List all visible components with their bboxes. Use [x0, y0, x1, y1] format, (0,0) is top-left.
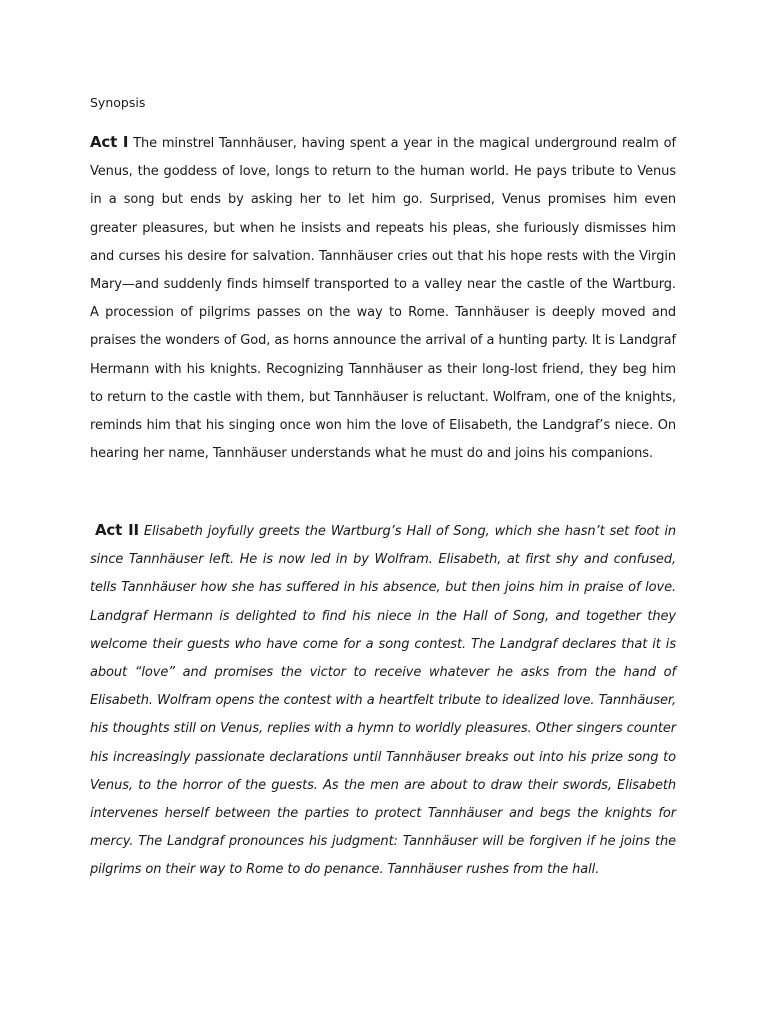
act-2-paragraph [90, 516, 676, 885]
act-2-label: Act II [95, 521, 139, 539]
act-2-text: Elisabeth joyfully greets the Wartburg’s Hall of Song, which she hasn’t set foot in since Tannhäuser left. He is now led in by Wolfram. Elisabeth, at first shy and confused, tells Tannhäuser how she has suffered in his absence, but then joins him in praise of love. Landgraf Hermann is delighted to find his niece in the Hall of Song, and together they welcome their guests who have come for a song contest. The Landgraf declares that it is about “love” and promises the victor to receive whatever he asks from the hand of Elisabeth. Wolfram opens the contest with a heartfelt tribute to idealized love. Tannhäuser, his thoughts still on Venus, replies with a hymn to worldly pleasures. Other singers counter his increasingly passionate declarations until Tannhäuser breaks out into his prize song to Venus, to the horror of the guests. As the men are about to draw their swords, Elisabeth intervenes herself between the parties to protect Tannhäuser and begs the knights for mercy. The Landgraf pronounces his judgment: Tannhäuser will be forgiven if he joins the pilgrims on their way to Rome to do penance. Tannhäuser rushes from the hall. [90, 524, 676, 878]
act-1-text: The minstrel Tannhäuser, having spent a year in the magical underground realm of Venus, the goddess of love, longs to return to the human world. He pays tribute to Venus in a song but ends by asking her to let him go. Surprised, Venus promises him even greater pleasures, but when he insists and repeats his pleas, she furiously dismisses him and curses his desire for salvation. Tannhäuser cries out that his hope rests with the Virgin Mary—and suddenly finds himself transported to a valley near the castle of the Wartburg. A procession of pilgrims passes on the way to Rome. Tannhäuser is deeply moved and praises the wonders of God, as horns announce the arrival of a hunting party. It is Landgraf Hermann with his knights. Recognizing Tannhäuser as their long-lost friend, they beg him to return to the castle with them, but Tannhäuser is reluctant. Wolfram, one of the knights, reminds him that his singing once won him the love of Elisabeth, the Landgraf’s niece. On hearing her name, Tannhäuser understands what he must do and joins his companions. [90, 136, 676, 462]
act-1-paragraph [90, 128, 676, 468]
act-1-label: Act I [90, 133, 129, 151]
document-heading: Synopsis [90, 95, 146, 110]
